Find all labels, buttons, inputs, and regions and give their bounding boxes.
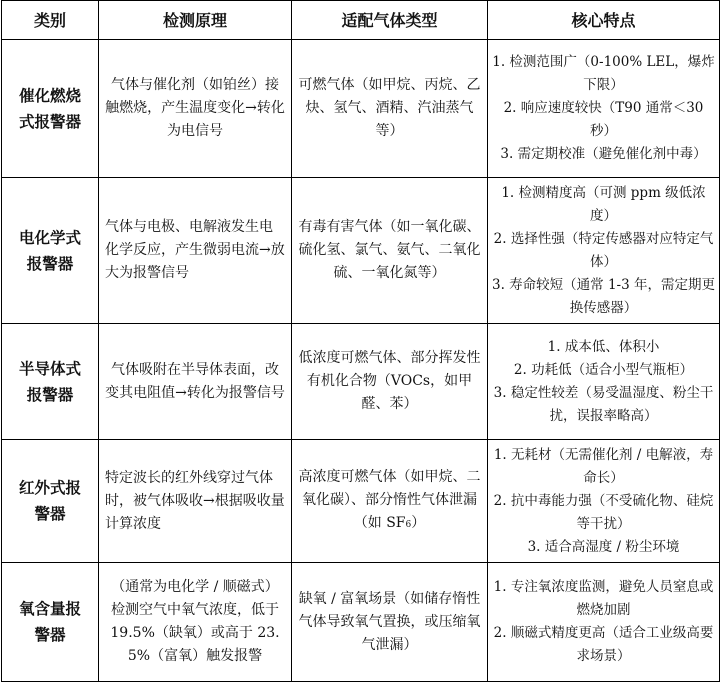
- subscript-six: 6: [405, 519, 412, 530]
- row-principle: 气体与催化剂（如铂丝）接触燃烧，产生温度变化→转化为电信号: [99, 40, 292, 178]
- table-row: [2, 178, 720, 324]
- row-category: 催化燃烧式报警器: [2, 40, 99, 178]
- feature-item: 2. 功耗低（适合小型气瓶柜）: [513, 361, 694, 378]
- feature-item: 2. 响应速度较快（T90 通常＜30 秒）: [503, 100, 704, 139]
- row-principle: 气体吸附在半导体表面，改变其电阻值→转化为报警信号: [99, 324, 292, 440]
- feature-item: 2. 顺磁式精度更高（适合工业级高要求场景）: [493, 625, 714, 664]
- row-gas-type: 有毒有害气体（如一氧化碳、硫化氢、氯气、氨气、二氧化硫、一氧化氮等）: [292, 178, 488, 324]
- row-features: [488, 40, 720, 178]
- gas-type-text: 高浓度可燃气体（如甲烷、二氧化碳）、部分惰性气体泄漏（如 SF: [298, 468, 481, 531]
- row-category: 红外式报警器: [2, 440, 99, 563]
- table-row: [2, 324, 720, 440]
- table-header-row: [2, 1, 720, 40]
- feature-item: 2. 抗中毒能力强（不受硫化物、硅烷等干扰）: [493, 492, 714, 532]
- row-features: [488, 563, 720, 682]
- feature-item: 3. 稳定性较差（易受温湿度、粉尘干扰，误报率略高）: [493, 384, 714, 424]
- gas-type-end: ）: [411, 514, 426, 531]
- feature-item: 3. 适合高湿度 / 粉尘环境: [527, 538, 680, 555]
- feature-item: 3. 需定期校准（避免催化剂中毒）: [500, 146, 707, 162]
- row-gas-type: [292, 440, 488, 563]
- row-principle: （通常为电化学 / 顺磁式）检测空气中氧气浓度，低于 19.5%（缺氧）或高于 23.5%（富氧）触发报警: [99, 563, 292, 682]
- row-category: 氧含量报警器: [2, 563, 99, 682]
- feature-item: 1. 专注氧浓度监测，避免人员窒息或燃烧加剧: [493, 579, 714, 618]
- feature-item: 3. 寿命较短（通常 1-3 年，需定期更换传感器）: [492, 276, 715, 316]
- row-features: [488, 324, 720, 440]
- header-category: 类别: [2, 1, 99, 40]
- header-principle: 检测原理: [99, 1, 292, 40]
- feature-item: 2. 选择性强（特定传感器对应特定气体）: [493, 230, 714, 270]
- row-features: [488, 440, 720, 563]
- feature-item: 1. 检测范围广（0-100% LEL，爆炸下限）: [492, 54, 715, 93]
- row-gas-type: 可燃气体（如甲烷、丙烷、乙炔、氢气、酒精、汽油蒸气等）: [292, 40, 488, 178]
- row-category: 半导体式报警器: [2, 324, 99, 440]
- header-gas-type: 适配气体类型: [292, 1, 488, 40]
- row-principle: 特定波长的红外线穿过气体时，被气体吸收→根据吸收量计算浓度: [99, 440, 292, 563]
- table-row: [2, 40, 720, 178]
- feature-item: 1. 无耗材（无需催化剂 / 电解液，寿命长）: [493, 446, 714, 486]
- header-features: 核心特点: [488, 1, 720, 40]
- gas-detector-comparison-table: [1, 0, 720, 682]
- row-category: 电化学式报警器: [2, 178, 99, 324]
- feature-item: 1. 检测精度高（可测 ppm 级低浓度）: [501, 184, 706, 224]
- table-row: [2, 440, 720, 563]
- row-gas-type: 低浓度可燃气体、部分挥发性有机化合物（VOCs，如甲醛、苯）: [292, 324, 488, 440]
- table-row: [2, 563, 720, 682]
- row-features: [488, 178, 720, 324]
- row-principle: 气体与电极、电解液发生电化学反应，产生微弱电流→放大为报警信号: [99, 178, 292, 324]
- row-gas-type: 缺氧 / 富氧场景（如储存惰性气体导致氧气置换，或压缩氧气泄漏）: [292, 563, 488, 682]
- feature-item: 1. 成本低、体积小: [547, 338, 660, 355]
